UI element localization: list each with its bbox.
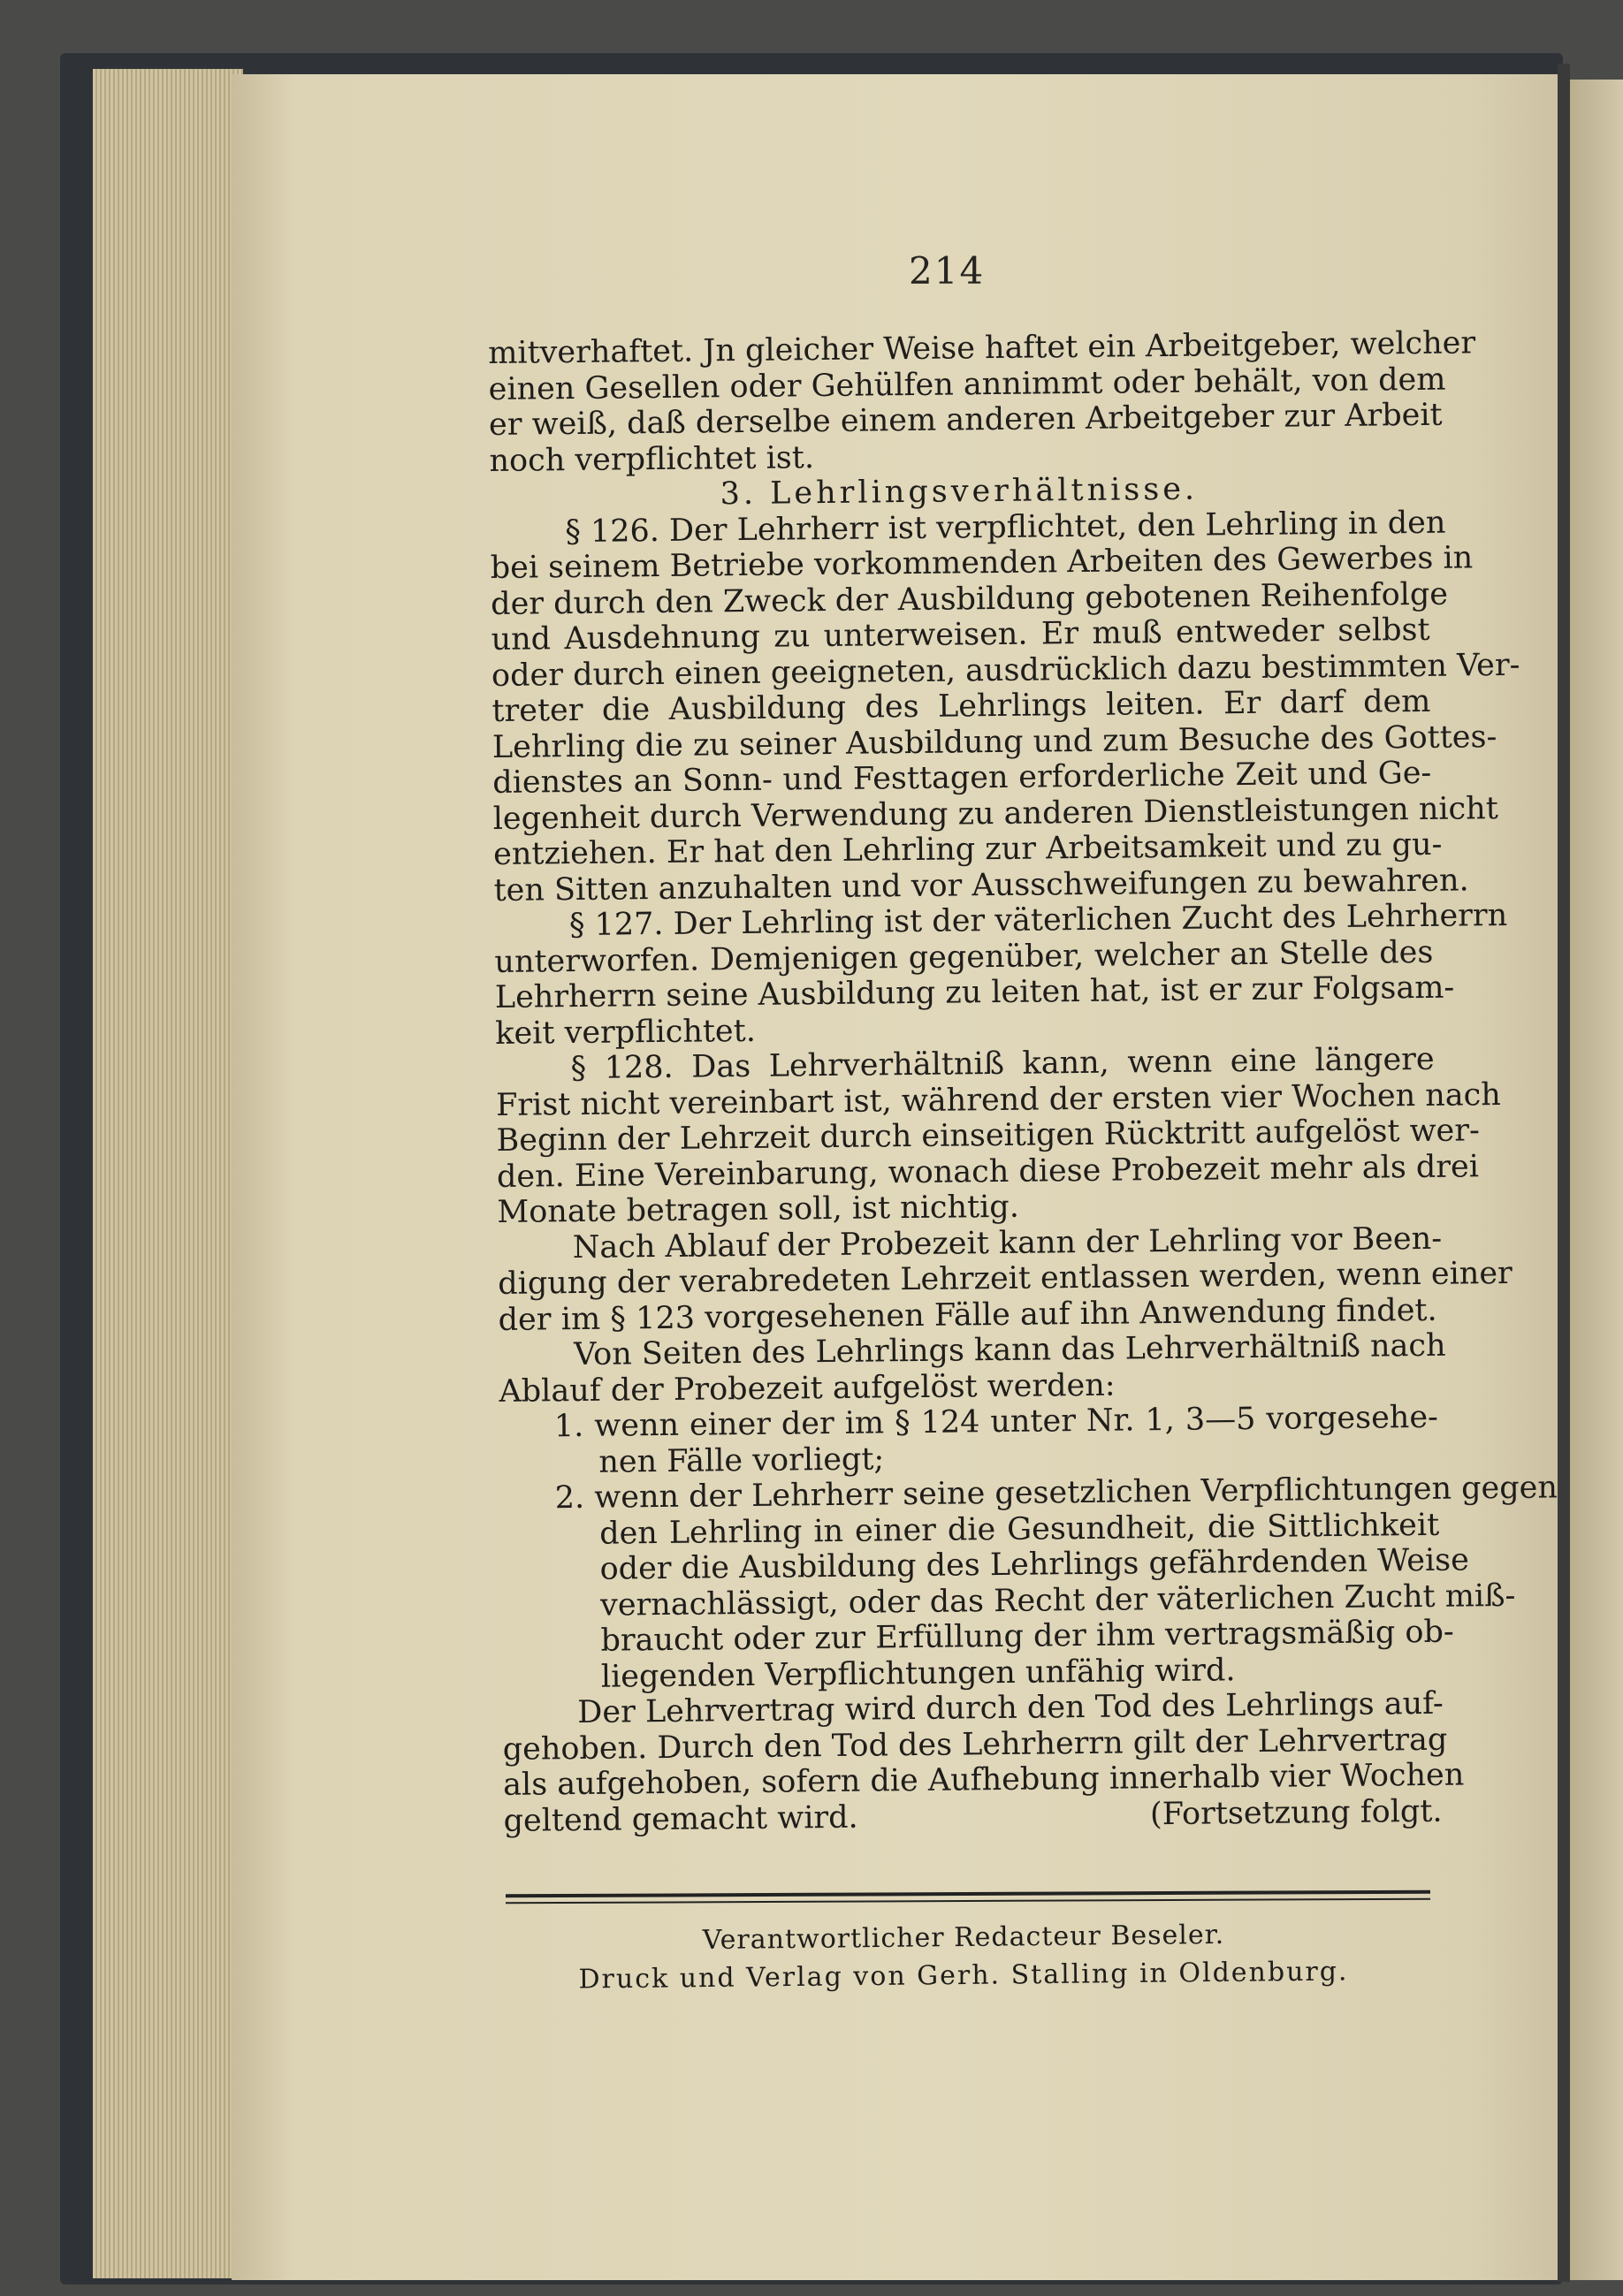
paragraph-127-line: keit verpflichtet.: [495, 1013, 757, 1052]
footer-editor: Verantwortlicher Redacteur Beseler.: [702, 1919, 1225, 1957]
list-item-1-line: nen Fälle vorliegt;: [598, 1441, 885, 1480]
paragraph-126-line: oder durch einen geeigneten, ausdrücklich dazu bestimmten Ver-: [491, 647, 1520, 694]
paragraph-128-line: § 128. Das Lehrverhältniß kann, wenn eine längere: [570, 1041, 1435, 1087]
paragraph-126-line: bei seinem Betriebe vorkommenden Arbeiten des Gewerbes in: [490, 540, 1474, 586]
facing-page-edge: [1570, 80, 1623, 2280]
paragraph-126-line: treter die Ausbildung des Lehrlings leiten. Er darf dem: [491, 683, 1431, 729]
section-heading: 3. Lehrlingsverhältnisse.: [720, 471, 1199, 513]
footer-printer: Druck und Verlag von Gerh. Stalling in Oldenburg.: [578, 1956, 1349, 1996]
paragraph-128-line: den. Eine Vereinbarung, wonach diese Probezeit mehr als drei: [496, 1148, 1480, 1195]
final-paragraph-line: als aufgehoben, sofern die Aufhebung innerhalb vier Wochen: [502, 1757, 1465, 1803]
paragraph-126-line: Lehrling die zu seiner Ausbildung und zum Besuche des Gottes-: [491, 718, 1497, 765]
final-paragraph-line: Der Lehrvertrag wird durch den Tod des Lehrlings auf-: [577, 1685, 1444, 1731]
list-item-2-line: vernachlässigt, oder das Recht der väterlichen Zucht miß-: [599, 1578, 1516, 1623]
paragraph-128c-line: Von Seiten des Lehrlings kann das Lehrverhältniß nach: [573, 1327, 1446, 1373]
list-item-2-line: den Lehrling in einer die Gesundheit, die Sittlichkeit: [598, 1507, 1440, 1552]
paragraph-126-line: ten Sitten anzuhalten und vor Ausschweifungen zu bewahren.: [493, 862, 1469, 909]
paragraph-128-line: Beginn der Lehrzeit durch einseitigen Rücktritt aufgelöst wer-: [496, 1113, 1481, 1159]
paragraph-126-line: der durch den Zweck der Ausbildung gebotenen Reihenfolge: [490, 576, 1449, 622]
paragraph-128b-line: der im § 123 vorgesehenen Fälle auf ihn Anwendung findet.: [498, 1292, 1437, 1338]
paragraph-127-line: § 127. Der Lehrling ist der väterlichen Zucht des Lehrherrn: [568, 897, 1508, 944]
list-item-2-line: liegenden Verpflichtungen unfähig wird.: [600, 1652, 1236, 1695]
paragraph-127-line: unterworfen. Demjenigen gegenüber, welcher an Stelle des: [494, 934, 1434, 980]
paragraph-128-line: Frist nicht vereinbart ist, während der ersten vier Wochen nach: [495, 1076, 1502, 1123]
book-gutter: [1558, 64, 1570, 2282]
continuation-note: (Fortsetzung folgt.: [1149, 1793, 1443, 1832]
page-text: [488, 325, 1558, 1839]
text-line: mitverhaftet. Jn gleicher Weise haftet ein Arbeitgeber, welcher: [488, 325, 1476, 371]
paragraph-126-line: entziehen. Er hat den Lehrling zur Arbeitsamkeit und zu gu-: [492, 826, 1443, 872]
paragraph-128b-line: digung der verabredeten Lehrzeit entlassen werden, wenn einer: [498, 1255, 1513, 1302]
text-line: er weiß, daß derselbe einem anderen Arbeitgeber zur Arbeit: [488, 397, 1443, 443]
paragraph-128-line: Monate betragen soll, ist nichtig.: [497, 1189, 1020, 1230]
list-item-2-line: oder die Ausbildung des Lehrlings gefährdenden Weise: [599, 1542, 1470, 1587]
text-line: noch verpflichtet ist.: [489, 439, 815, 479]
final-line-text: geltend gemacht wird.: [503, 1799, 858, 1839]
paragraph-126-line: legenheit durch Verwendung zu anderen Dienstleistungen nicht: [492, 790, 1498, 837]
paragraph-128b-line: Nach Ablauf der Probezeit kann der Lehrling vor Been-: [572, 1220, 1443, 1266]
paragraph-126-line: und Ausdehnung zu unterweisen. Er muß entweder selbst: [491, 612, 1430, 658]
list-item-1-line: 1. wenn einer der im § 124 unter Nr. 1, 3—5 vorgesehe-: [553, 1399, 1439, 1445]
page-edges: [93, 69, 243, 2278]
page-number: 214: [909, 249, 986, 293]
paragraph-126-line: § 126. Der Lehrherr ist verpflichtet, den Lehrling in den: [565, 505, 1446, 550]
final-paragraph-line: gehoben. Durch den Tod des Lehrherrn gilt der Lehrvertrag: [502, 1722, 1448, 1768]
paragraph-127-line: Lehrherrn seine Ausbildung zu leiten hat, ist er zur Folgsam-: [494, 969, 1455, 1015]
paragraph-126-line: dienstes an Sonn- und Festtagen erforderliche Zeit und Ge-: [492, 755, 1432, 801]
text-line: einen Gesellen oder Gehülfen annimmt oder behält, von dem: [488, 361, 1446, 407]
list-item-2-line: braucht oder zur Erfüllung der ihm vertragsmäßig ob-: [600, 1614, 1454, 1659]
list-item-2-line: 2. wenn der Lehrherr seine gesetzlichen Verpflichtungen gegen: [554, 1470, 1558, 1517]
paragraph-128c-line: Ablauf der Probezeit aufgelöst werden:: [499, 1367, 1116, 1410]
